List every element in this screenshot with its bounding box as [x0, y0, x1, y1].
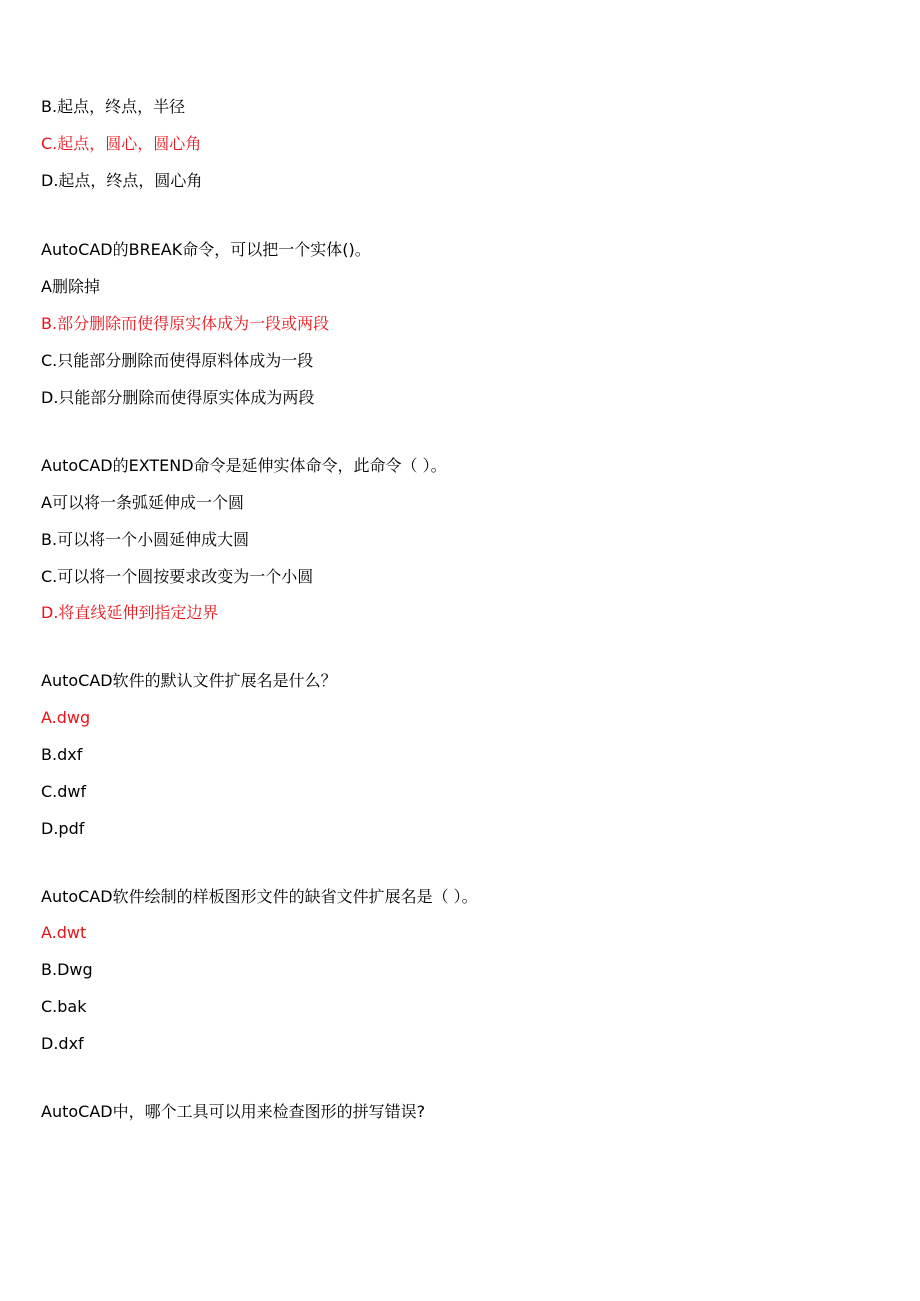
option-b: B.可以将一个小圆延伸成大圆 — [41, 530, 250, 549]
option-a: A可以将一条弧延伸成一个圆 — [41, 493, 244, 512]
option-b: B.起点，终点，半径 — [41, 97, 186, 116]
option-c: C.可以将一个圆按要求改变为一个小圆 — [41, 567, 314, 586]
option-d: D.起点，终点，圆心角 — [41, 171, 203, 190]
question-text: AutoCAD的EXTEND命令是延伸实体命令，此命令（ ）。 — [41, 456, 447, 475]
option-c: C.bak — [41, 997, 87, 1016]
option-a-correct: A.dwg — [41, 708, 91, 727]
option-b: B.dxf — [41, 745, 83, 764]
question-text: AutoCAD中，哪个工具可以用来检查图形的拼写错误? — [41, 1102, 426, 1121]
option-a: A删除掉 — [41, 277, 100, 296]
option-d: D.只能部分删除而使得原实体成为两段 — [41, 388, 315, 407]
question-text: AutoCAD软件绘制的样板图形文件的缺省文件扩展名是（ ）。 — [41, 887, 478, 906]
option-c: C.只能部分删除而使得原料体成为一段 — [41, 351, 314, 370]
question-text: AutoCAD软件的默认文件扩展名是什么？ — [41, 671, 337, 690]
question-text: AutoCAD的BREAK命令，可以把一个实体()。 — [41, 240, 371, 259]
option-d: D.dxf — [41, 1034, 84, 1053]
option-c: C.dwf — [41, 782, 87, 801]
option-a-correct: A.dwt — [41, 923, 87, 942]
option-d-correct: D.将直线延伸到指定边界 — [41, 603, 219, 622]
option-b-correct: B.部分删除而使得原实体成为一段或两段 — [41, 314, 330, 333]
option-d: D.pdf — [41, 819, 85, 838]
option-c-correct: C.起点，圆心，圆心角 — [41, 134, 202, 153]
option-b: B.Dwg — [41, 960, 93, 979]
